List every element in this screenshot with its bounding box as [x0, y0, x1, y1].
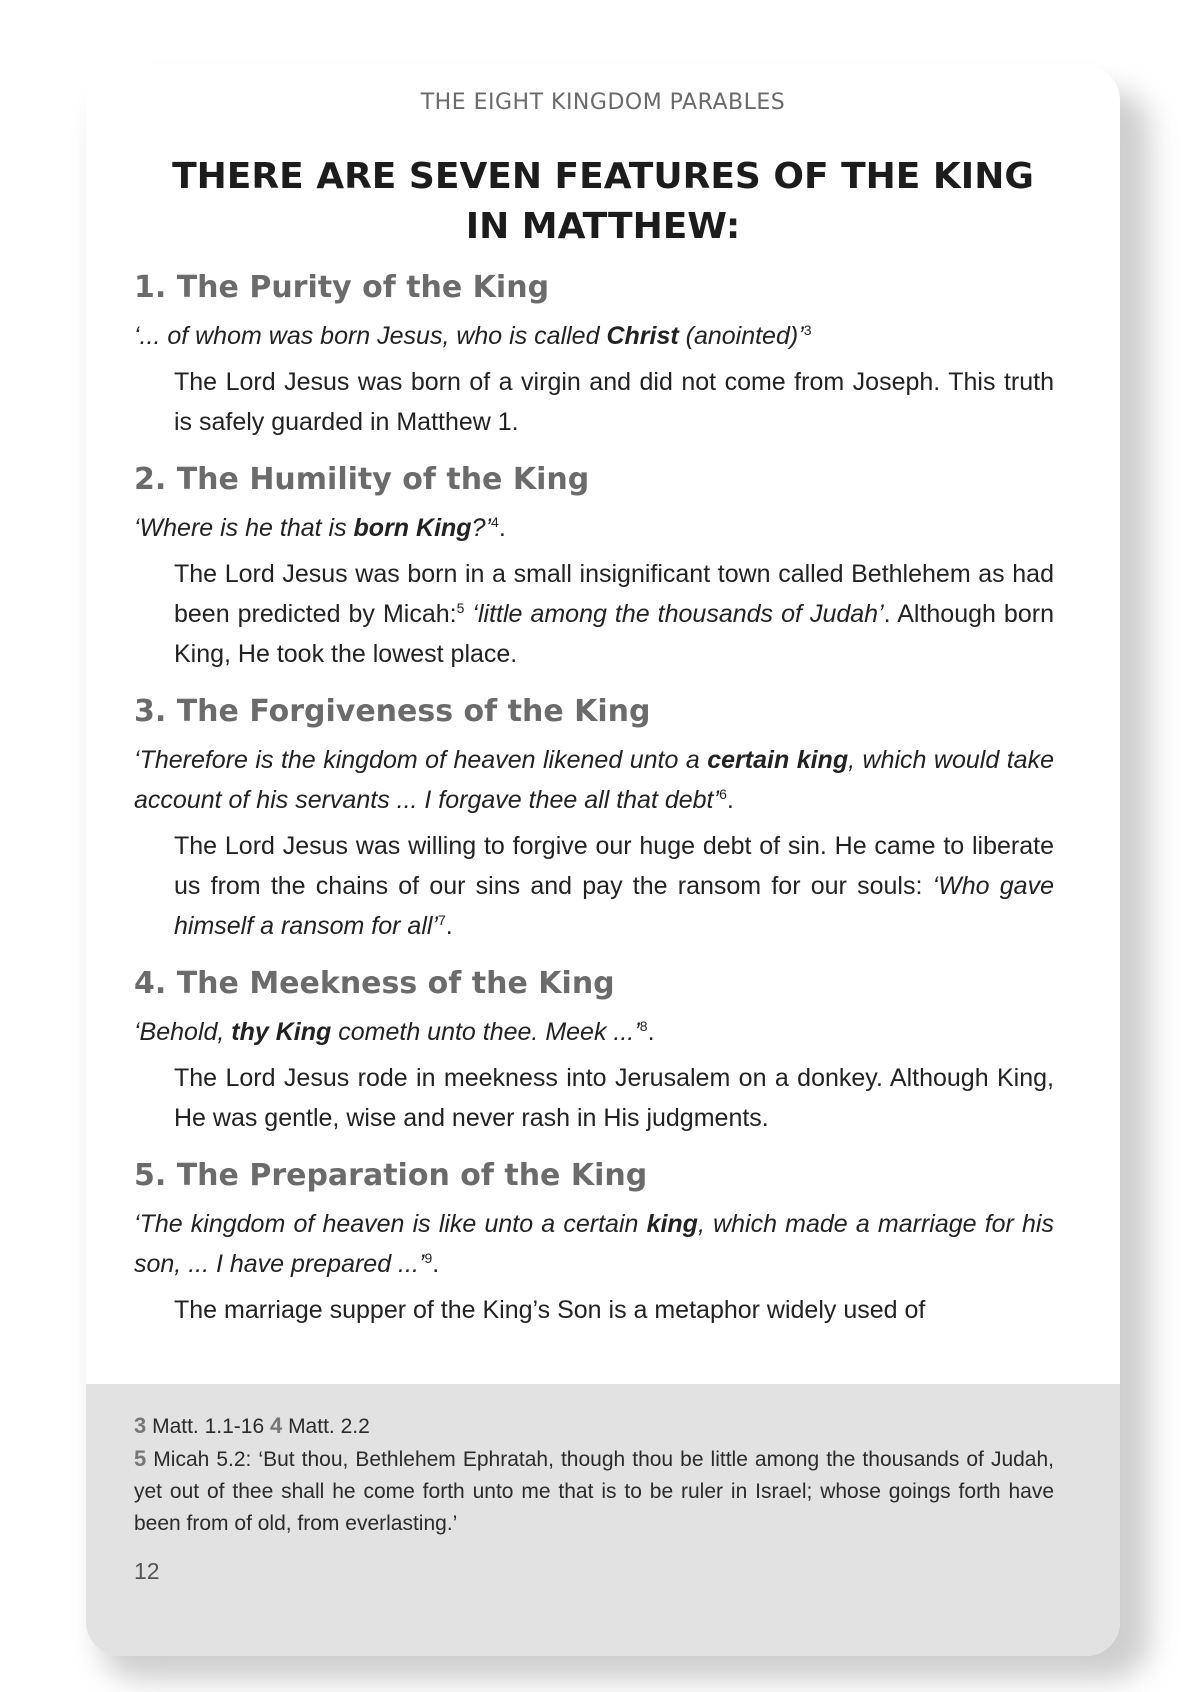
- feature-heading: 4. The Meekness of the King: [134, 966, 615, 1001]
- footnote-line: [134, 1443, 1054, 1540]
- feature-body: The Lord Jesus was born of a virgin and did not come from Joseph. This truth is safely guarded in Matthew 1.: [174, 368, 1054, 436]
- feature-body: [174, 554, 1054, 674]
- feature-preparation: [134, 1156, 1054, 1330]
- footnote-text: Micah 5.2: ‘But thou, Bethlehem Ephratah, though thou be little among the thousands of Judah, yet out of thee shall he come forth unto me that is to be ruler in Israel; whose goings forth have been from of old, from everlasting.’: [134, 1448, 1054, 1535]
- quote-text: (anointed)’: [678, 322, 804, 350]
- footnote-text: Matt. 2.2: [282, 1415, 370, 1438]
- footnote-ref: 3: [803, 322, 812, 338]
- quote-text: , which would take account of his servants ... I forgave thee all that debt’: [134, 746, 1054, 814]
- quote-emphasis: certain king: [707, 746, 849, 774]
- page-content: [134, 268, 1054, 1348]
- body-text: The Lord Jesus was born in a small insignificant town called Bethlehem as had been predicted by Micah:: [174, 560, 1054, 628]
- feature-body: The Lord Jesus rode in meekness into Jerusalem on a donkey. Although King, He was gentle, wise and never rash in His judgments.: [174, 1064, 1054, 1132]
- feature-humility: [134, 460, 1054, 674]
- quote-text: cometh unto thee. Meek ...’: [331, 1018, 640, 1046]
- body-text: .: [445, 912, 453, 940]
- quote-text: .: [432, 1250, 440, 1278]
- feature-heading: 5. The Preparation of the King: [134, 1158, 648, 1193]
- footnote-text: Matt. 1.1-16: [146, 1415, 270, 1438]
- body-quote: ‘Who gave himself a ransom for all’: [174, 872, 1054, 940]
- quote-emphasis: thy King: [231, 1018, 332, 1046]
- footnote-ref: 7: [437, 912, 446, 928]
- body-text: The Lord Jesus was willing to forgive our huge debt of sin. He came to liberate us from the chains of our sins and pay the ransom for our souls:: [174, 832, 1054, 900]
- footnote-ref: 9: [424, 1250, 433, 1266]
- quote-text: ‘... of whom was born Jesus, who is called: [134, 322, 607, 350]
- quote-emphasis: born King: [353, 514, 472, 542]
- feature-body: The marriage supper of the King’s Son is a metaphor widely used of: [174, 1296, 926, 1324]
- running-head: THE EIGHT KINGDOM PARABLES: [420, 90, 786, 115]
- footnote-number: 5: [134, 1446, 147, 1471]
- quote-text: , which made a marriage for his son, ... I have prepared ...’: [134, 1210, 1054, 1278]
- feature-purity: [134, 268, 1054, 442]
- feature-quote: [134, 1204, 1054, 1284]
- page-title: THERE ARE SEVEN FEATURES OF THE KING IN MATTHEW:: [172, 156, 1034, 247]
- page-number: 12: [134, 1558, 160, 1584]
- feature-quote: [134, 740, 1054, 820]
- feature-forgiveness: [134, 692, 1054, 946]
- feature-heading: 3. The Forgiveness of the King: [134, 694, 651, 729]
- footnote-number: 4: [269, 1413, 283, 1438]
- feature-meekness: [134, 964, 1054, 1138]
- footnote-number: 3: [134, 1413, 147, 1438]
- quote-emphasis: king: [646, 1210, 698, 1238]
- footnote-ref: 8: [639, 1018, 648, 1034]
- quote-text: .: [498, 514, 506, 542]
- feature-heading: 2. The Humility of the King: [134, 462, 590, 497]
- footnote-ref: 5: [456, 600, 465, 616]
- quote-text: ?’: [471, 514, 492, 542]
- body-quote: ‘little among the thousands of Judah’: [464, 600, 884, 628]
- quote-text: ‘The kingdom of heaven is like unto a certain: [134, 1210, 647, 1238]
- book-page: [86, 66, 1120, 1656]
- feature-quote: [134, 316, 1054, 356]
- feature-quote: [134, 508, 1054, 548]
- quote-text: .: [726, 786, 734, 814]
- footnote-ref: 6: [719, 786, 727, 802]
- feature-heading: 1. The Purity of the King: [134, 270, 550, 305]
- footnote-area: [86, 1384, 1120, 1656]
- quote-text: ‘Therefore is the kingdom of heaven likened unto a: [134, 746, 708, 774]
- footnotes: [134, 1410, 1054, 1540]
- footnote-ref: 4: [491, 514, 499, 530]
- footnote-line: [134, 1410, 1054, 1443]
- body-text: . Although born King, He took the lowest place.: [174, 600, 1054, 668]
- feature-body: [174, 826, 1054, 946]
- feature-quote: [134, 1012, 1054, 1052]
- quote-text: ‘Behold,: [134, 1018, 232, 1046]
- quote-text: .: [647, 1018, 655, 1046]
- quote-text: ‘Where is he that is: [134, 514, 354, 542]
- quote-emphasis: Christ: [606, 322, 679, 350]
